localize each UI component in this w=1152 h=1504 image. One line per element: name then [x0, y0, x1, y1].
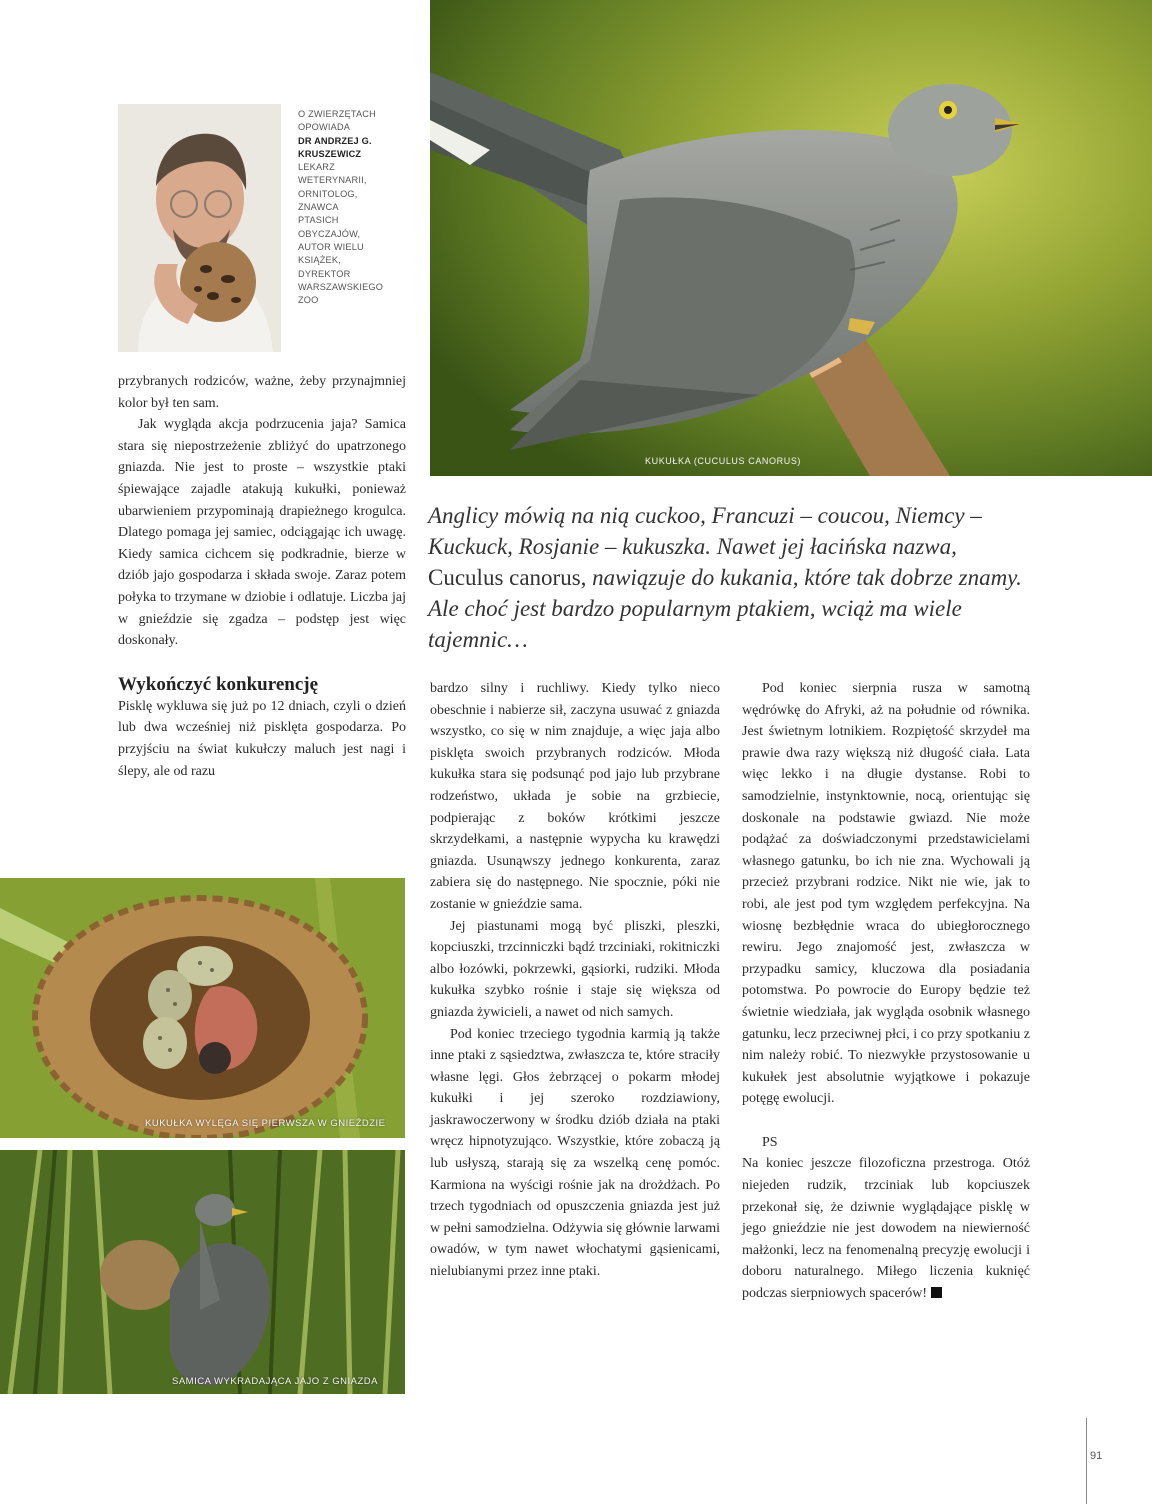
ps-text: Na koniec jeszcze filozoficzna przestroga. Otóż niejeden rudzik, trzciniak lub kopciuszek przekonał się, że dziwnie wyglądające pisklę w jego gnieździe nie jest dowodem na niewierność małżonki, lecz na fenomenalną precyzję ewolucji i doboru naturalnego. Miłego liczenia kuknięć podczas sierpniowych spacerów!	[742, 1156, 1030, 1302]
lead-part-2: nawiązuje do kukania, które tak dobrze znamy. Ale choć jest bardzo popularnym ptakiem, wciąż ma wiele tajemnic…	[428, 565, 1022, 652]
paragraph: Pod koniec trzeciego tygodnia karmią ją także inne ptaki z sąsiedztwa, zwłaszcza te, które straciły własne lęgi. Głos żebrzącej o pokarm młodej kukułki i jej szeroko rozdziawiony, jaskrawoczerwony w środku dziób działa na ptaki wręcz hipnotyzująco. Wszystkie, które zobaczą ją lub usłyszą, starają się za wszelką cenę pomóc. Karmiona na wyścigi rośnie jak na drożdżach. Po trzech tygodniach od opuszczenia gniazda jest już w pełni samodzielna. Odżywia się głównie larwami owadów, w tym nawet włochatymi gąsienicami, nielubianymi przez inne ptaki.	[430, 1026, 720, 1280]
bio-line: ZNAWCA	[298, 202, 339, 213]
author-photo	[118, 104, 281, 352]
cuckoo-illustration	[430, 0, 1152, 476]
paragraph: Jak wygląda akcja podrzucenia jaja? Samica stara się niepostrzeżenie zbliżyć do upatrzonego gniazda. Nie jest to proste – wszystkie ptaki śpiewające zajadle atakują kukułki, ponieważ ubarwieniem przypominają drapieżnego krogulca. Dlatego pomaga jej samiec, odciągając ich uwagę. Kiedy samica cichcem się podkradnie, bierze w dziób jajo gospodarza i składa swoje. Zaraz potem połyka to trzymane w dziobie i odlatuje. Liczba jaj w gnieździe się zgadza – podstęp jest więc doskonały.	[118, 417, 406, 649]
bio-line: O ZWIERZĘTACH	[298, 109, 376, 119]
bio-line: WARSZAWSKIEGO	[298, 281, 384, 292]
text-column-3	[742, 678, 1030, 1305]
lead-latin-name: Cuculus canorus,	[428, 565, 587, 590]
nest-photo-caption: KUKUŁKA WYLĘGA SIĘ PIERWSZA W GNIEŹDZIE	[145, 1118, 386, 1129]
lead-part-1: Anglicy mówią na nią cuckoo, Francuzi – coucou, Niemcy – Kuckuck, Rosjanie – kukuszka. Nawet jej łacińska nazwa,	[428, 503, 982, 559]
section-heading: Wykończyć konkurencję	[118, 673, 319, 695]
page-number: 91	[1090, 1450, 1103, 1462]
bio-line: DYREKTOR	[298, 268, 351, 279]
bio-line: KSIĄŻEK,	[298, 255, 341, 266]
paragraph: przybranych rodziców, ważne, żeby przynajmniej kolor był ten sam.	[118, 374, 406, 411]
text-column-2	[430, 678, 720, 1283]
author-portrait-illustration	[118, 104, 281, 352]
end-mark-icon	[931, 1287, 942, 1298]
bio-line: LEKARZ	[298, 162, 335, 173]
author-bio	[298, 108, 408, 307]
page-number-rule	[1086, 1418, 1087, 1504]
bio-line: PTASICH	[298, 215, 339, 226]
ps-paragraph	[742, 1153, 1030, 1304]
egg-theft-photo	[0, 1150, 405, 1394]
ps-heading: PS	[762, 1134, 778, 1150]
paragraph: Jej piastunami mogą być pliszki, pleszki, kopciuszki, trzcinniczki bądź trzciniaki, rokitniczki albo łozówki, pokrzewki, gąsiorki, rudziki. Młoda kukułka szybko rośnie i staje się większa od gniazda żywicieli, a nawet od nich samych.	[430, 918, 720, 1020]
nest-photo	[0, 878, 405, 1138]
bio-line: OPOWIADA	[298, 122, 351, 133]
article-lead	[428, 500, 1028, 655]
bio-line: AUTOR WIELU	[298, 241, 364, 252]
paragraph: bardzo silny i ruchliwy. Kiedy tylko nieco obeschnie i nabierze sił, zaczyna usuwać z gniazda wszystko, co się w nim znajduje, a więc jaja albo pisklęta swoich przybranych rodziców. Młoda kukułka stara się podsunąć pod jajo lub przybrane rodzeństwo, układa je sobie na grzbiecie, podpierając z boków krótkimi jeszcze skrzydełkami, a następnie wypycha ku krawędzi gniazda. Usunąwszy jednego konkurenta, zaraz zabiera się do następnego. Nie spocznie, póki nie zostanie w gnieździe sama.	[430, 681, 720, 912]
author-name-line: KRUSZEWICZ	[298, 148, 362, 159]
hero-cuckoo-photo	[430, 0, 1152, 476]
hero-photo-caption: KUKUŁKA (CUCULUS CANORUS)	[645, 456, 802, 466]
bio-line: ZOO	[298, 295, 319, 306]
text-column-1	[118, 371, 406, 782]
paragraph: Pisklę wykluwa się już po 12 dniach, czyli o dzień lub dwa wcześniej niż pisklęta gospodarza. Po przyjściu na świat kukułczy maluch jest nagi i ślepy, ale od razu	[118, 698, 406, 779]
egg-theft-photo-caption: SAMICA WYKRADAJĄCA JAJO Z GNIAZDA	[172, 1376, 379, 1387]
bio-line: ORNITOLOG,	[298, 188, 358, 199]
paragraph: Pod koniec sierpnia rusza w samotną wędrówkę do Afryki, aż na południe od równika. Jest świetnym lotnikiem. Rozpiętość skrzydeł ma prawie dwa razy większą niż długość ciała. Lata więc lekko i na długie dystanse. Robi to samodzielnie, instynktownie, nocą, orientując się doskonale na podstawie gwiazd. Nie może podążać za doświadczonymi przedstawicielami własnego gatunku, bo ich nie zna. Wychowali ją przecież przybrani rodzice. Nikt nie wie, jak to robi, ale jest pod tym względem perfekcyjna. Na wiosnę bezbłędnie wraca do ubiegłorocznego rewiru. Jego znajomość jest, zwłaszcza w przypadku samicy, kluczowa dla posiadania potomstwa. Po powrocie do Europy będzie też świetnie wiedziała, jak wygląda osobnik własnego gatunku, lecz przeciwnej płci, i co przy spotkaniu z nim należy robić. To niezwykłe przystosowanie u kukułek jest absolutnie wyjątkowe i pokazuje potęgę ewolucji.	[742, 681, 1030, 1107]
nest-illustration	[0, 878, 405, 1138]
bio-line: OBYCZAJÓW,	[298, 228, 361, 239]
bio-line: WETERYNARII,	[298, 175, 367, 186]
author-name-line: DR ANDRZEJ G.	[298, 135, 372, 146]
egg-theft-illustration	[0, 1150, 405, 1394]
